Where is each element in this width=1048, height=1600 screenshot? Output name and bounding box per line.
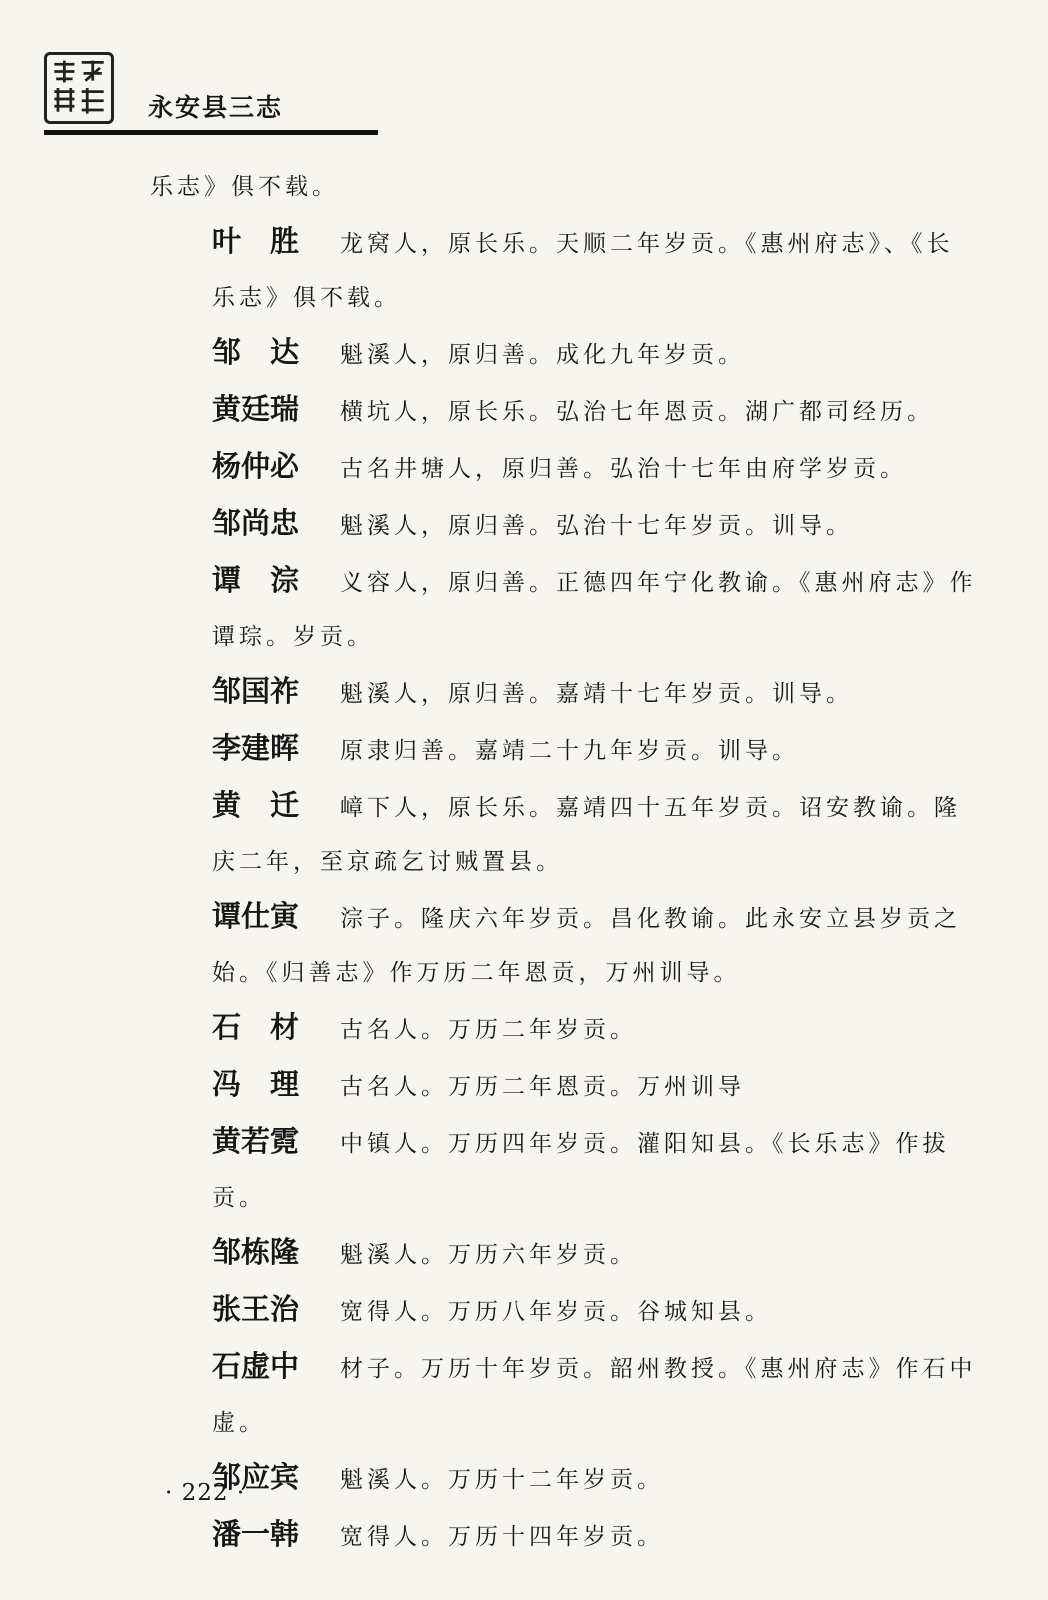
- entry-name: 黄 迁: [212, 788, 300, 822]
- entry-name: 邹 达: [212, 335, 300, 369]
- entry: [150, 778, 980, 889]
- entry: [150, 496, 980, 553]
- entry-text: 古名人。万历二年岁贡。: [340, 1017, 637, 1043]
- entry-text: 义容人，原归善。正德四年宁化教谕。《惠州府志》作谭琮。岁贡。: [212, 570, 977, 650]
- entry-name: 冯 理: [212, 1067, 300, 1101]
- entry-name: 张王治: [212, 1292, 300, 1326]
- entry-text: 魁溪人，原归善。弘治十七年岁贡。训导。: [340, 513, 853, 539]
- entry-name: 黄若霓: [212, 1124, 300, 1158]
- entry-name: 石虚中: [212, 1349, 300, 1383]
- entry-text: 乐志》俱不载。: [150, 174, 339, 200]
- page-header-title: 永安县三志: [148, 93, 284, 122]
- entry-name: 邹尚忠: [212, 506, 300, 540]
- entry-name: 邹栋隆: [212, 1235, 300, 1269]
- entry-text: 中镇人。万历四年岁贡。灌阳知县。《长乐志》作拔贡。: [212, 1131, 950, 1211]
- entry-text: 魁溪人。万历六年岁贡。: [340, 1242, 637, 1268]
- entry-name: 杨仲必: [212, 449, 300, 483]
- entry: [150, 1339, 980, 1450]
- entry-name: 谭仕寅: [212, 899, 300, 933]
- entry: [150, 553, 980, 664]
- entry-text: 古名人。万历二年恩贡。万州训导: [340, 1074, 745, 1100]
- entry-name: 潘一韩: [212, 1517, 300, 1551]
- entry: [150, 214, 980, 325]
- entry-name: 谭 淙: [212, 563, 300, 597]
- entry-continuation: [150, 160, 980, 214]
- entry: [150, 1000, 980, 1057]
- entry: [150, 1282, 980, 1339]
- entry-name: 石 材: [212, 1010, 300, 1044]
- entry-name: 邹应宾: [212, 1460, 300, 1494]
- entry: [150, 664, 980, 721]
- header-divider: [44, 130, 378, 135]
- entry: [150, 382, 980, 439]
- entry-text: 原隶归善。嘉靖二十九年岁贡。训导。: [340, 738, 799, 764]
- entry: [150, 1057, 980, 1114]
- page-number: · 222 ·: [165, 1480, 246, 1506]
- document-body: [150, 160, 980, 1564]
- entry-name: 黄廷瑞: [212, 392, 300, 426]
- entry: [150, 1114, 980, 1225]
- entry: [150, 889, 980, 1000]
- entry-text: 宽得人。万历十四年岁贡。: [340, 1524, 664, 1550]
- entry: [150, 721, 980, 778]
- entry: [150, 1507, 980, 1564]
- entry-text: 魁溪人，原归善。嘉靖十七年岁贡。训导。: [340, 681, 853, 707]
- entry-text: 古名井塘人，原归善。弘治十七年由府学岁贡。: [340, 456, 907, 482]
- entry-text: 宽得人。万历八年岁贡。谷城知县。: [340, 1299, 772, 1325]
- entry-text: 魁溪人，原归善。成化九年岁贡。: [340, 342, 745, 368]
- entry: [150, 1450, 980, 1507]
- entry-text: 材子。万历十年岁贡。韶州教授。《惠州府志》作石中虚。: [212, 1356, 977, 1436]
- entry-text: 魁溪人。万历十二年岁贡。: [340, 1467, 664, 1493]
- entry-name: 邹国祚: [212, 674, 300, 708]
- entry-name: 叶 胜: [212, 224, 300, 258]
- entry: [150, 1225, 980, 1282]
- seal-logo-icon: [44, 52, 114, 124]
- entry-text: 嶂下人，原长乐。嘉靖四十五年岁贡。诏安教谕。隆庆二年，至京疏乞讨贼置县。: [212, 795, 961, 875]
- entry-name: 李建晖: [212, 731, 300, 765]
- entry-text: 淙子。隆庆六年岁贡。昌化教谕。此永安立县岁贡之始。《归善志》作万历二年恩贡，万州训导。: [212, 906, 961, 986]
- entry-text: 龙窝人，原长乐。天顺二年岁贡。《惠州府志》、《长乐志》俱不载。: [212, 231, 954, 311]
- entry: [150, 439, 980, 496]
- entry-text: 横坑人，原长乐。弘治七年恩贡。湖广都司经历。: [340, 399, 934, 425]
- entry: [150, 325, 980, 382]
